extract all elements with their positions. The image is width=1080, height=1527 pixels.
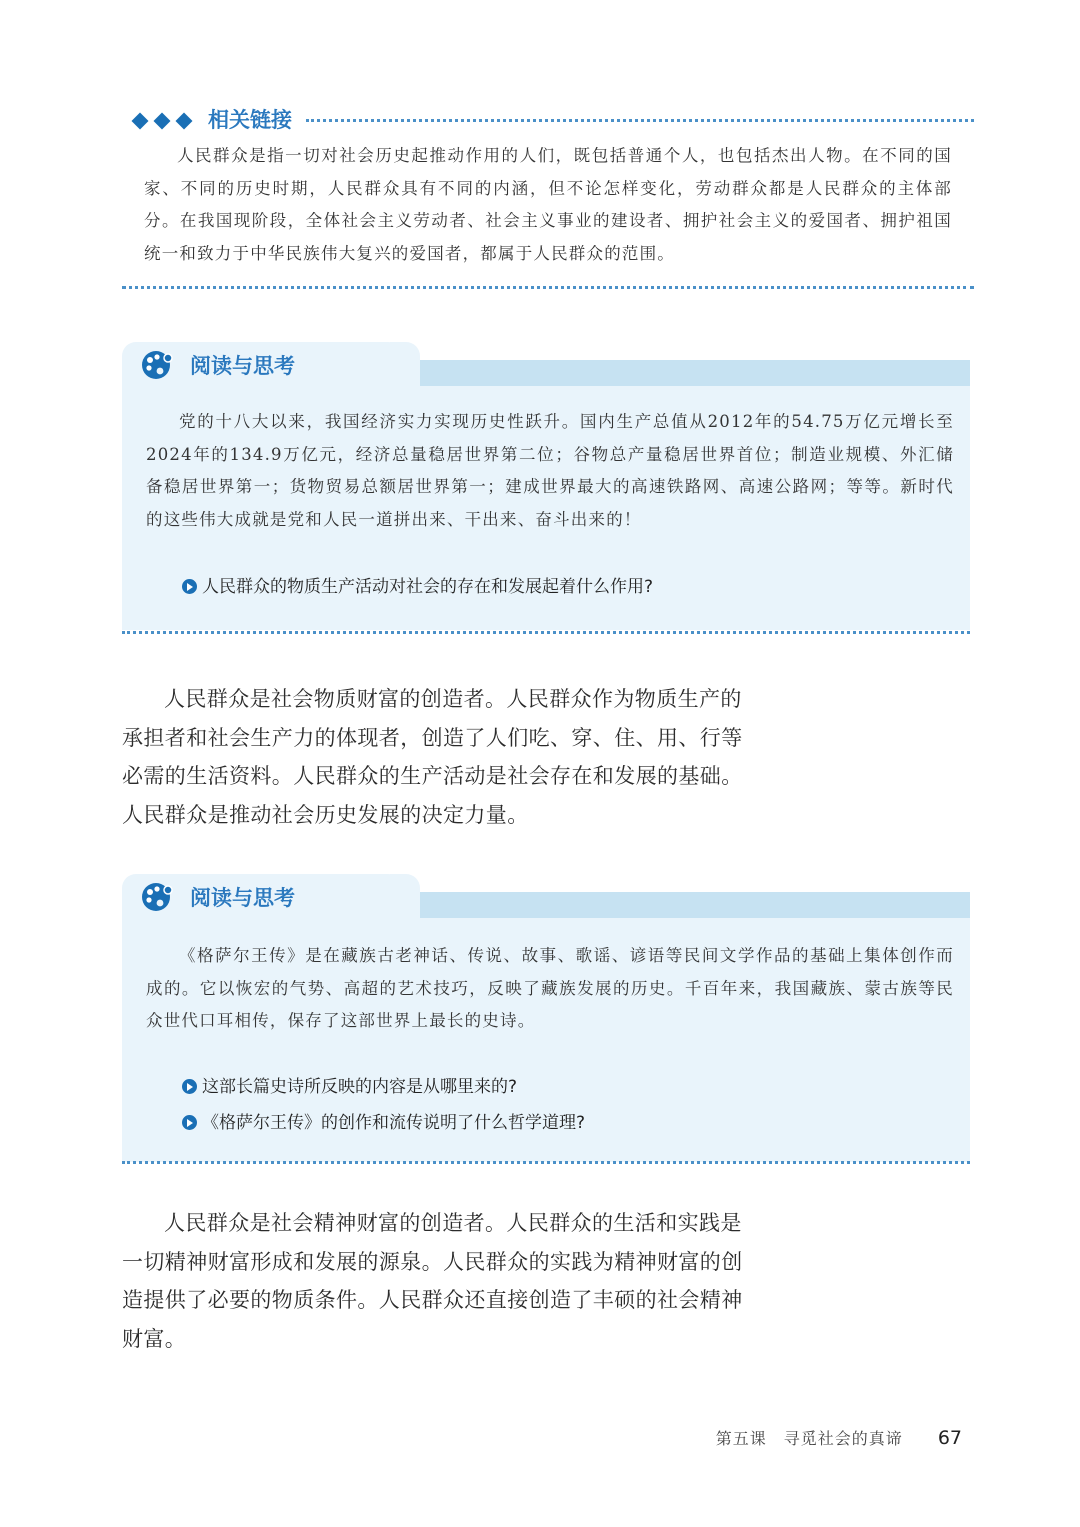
page-footer: [716, 1426, 962, 1449]
palette-icon: [140, 348, 176, 380]
question-item: 《格萨尔王传》的创作和流传说明了什么哲学道理?: [182, 1108, 585, 1133]
question-item: 这部长篇史诗所反映的内容是从哪里来的?: [182, 1072, 517, 1097]
related-links-body: [144, 140, 952, 271]
body-paragraph-2: 人民群众是社会精神财富的创造者。人民群众的生活和实践是一切精神财富形成和发展的源泉。人民群众的实践为精神财富的创造提供了必要的物质条件。人民群众还直接创造了丰硕的社会精神财富。: [122, 1211, 743, 1351]
body-paragraph-1: 人民群众是社会物质财富的创造者。人民群众作为物质生产的承担者和社会生产力的体现者，创造了人们吃、穿、住、用、行等必需的生活资料。人民群众的生产活动是社会存在和发展的基础。人民群众是推动社会历史发展的决定力量。: [122, 687, 743, 827]
related-links-title: 相关链接: [208, 108, 292, 132]
dotted-divider: [122, 286, 974, 289]
read-think-box-2: [122, 874, 970, 1168]
page-number: 67: [937, 1427, 962, 1449]
diamond-bullets-icon: [134, 112, 200, 130]
read-think-title: 阅读与思考: [190, 354, 295, 378]
related-links-header: [134, 104, 974, 138]
read-think-title: 阅读与思考: [190, 886, 295, 910]
palette-icon: [140, 880, 176, 912]
dotted-divider: [306, 119, 974, 122]
related-links-text: 人民群众是指一切对社会历史起推动作用的人们，既包括普通个人，也包括杰出人物。在不同的国家、不同的历史时期，人民群众具有不同的内涵，但不论怎样变化，劳动群众都是人民群众的主体部分。在我国现阶段，全体社会主义劳动者、社会主义事业的建设者、拥护社会主义的爱国者、拥护祖国统一和致力于中华民族伟大复兴的爱国者，都属于人民群众的范围。: [144, 146, 952, 264]
question-item: 人民群众的物质生产活动对社会的存在和发展起着什么作用?: [182, 572, 653, 597]
dotted-divider: [122, 631, 970, 634]
lesson-title: 第五课 寻觅社会的真谛: [715, 1429, 903, 1448]
play-bullet-icon: [182, 579, 197, 594]
play-bullet-icon: [182, 1115, 197, 1130]
read-think-text: 党的十八大以来，我国经济实力实现历史性跃升。国内生产总值从2012年的54.75万亿元增长至2024年的134.9万亿元，经济总量稳居世界第二位；谷物总产量稳居世界首位；制造业规模、外汇储备稳居世界第一；货物贸易总额居世界第一；建成世界最大的高速铁路网、高速公路网；等等。新时代的这些伟大成就是党和人民一道拼出来、干出来、奋斗出来的！: [146, 412, 954, 530]
read-think-text: 《格萨尔王传》是在藏族古老神话、传说、故事、歌谣、谚语等民间文学作品的基础上集体创作而成的。它以恢宏的气势、高超的艺术技巧，反映了藏族发展的历史。千百年来，我国藏族、蒙古族等民众世代口耳相传，保存了这部世界上最长的史诗。: [146, 946, 954, 1031]
read-think-box-1: [122, 342, 970, 636]
play-bullet-icon: [182, 1079, 197, 1094]
dotted-divider: [122, 1161, 970, 1164]
